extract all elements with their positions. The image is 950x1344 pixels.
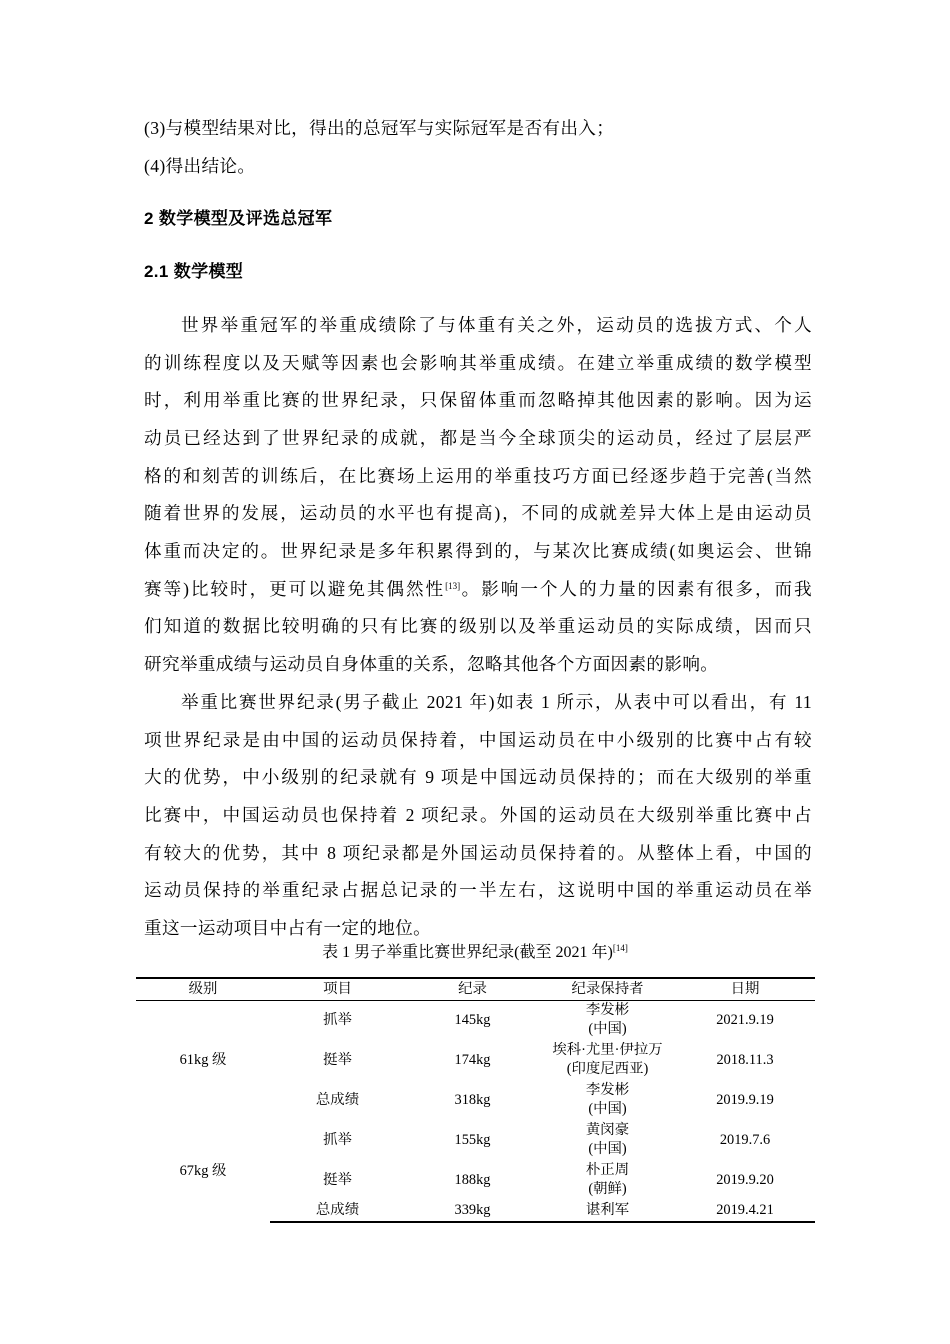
paragraph-1 — [144, 307, 812, 684]
record-cell: 188kg — [454, 1171, 491, 1188]
paragraph-line: 大的优势，中小级别的纪录就有 9 项是中国远动员保持的；而在大级别的举重 — [144, 767, 812, 788]
records-table — [136, 977, 815, 1223]
step-4: (4)得出结论。 — [144, 155, 256, 176]
holder-country: (中国) — [588, 1141, 627, 1157]
event-cell: 抓举 — [323, 1131, 352, 1148]
holder-cell — [540, 1120, 675, 1160]
table-row — [136, 1120, 815, 1160]
holder-country: (中国) — [588, 1101, 627, 1117]
date-cell: 2019.9.19 — [716, 1091, 774, 1108]
holder-name: 埃科·尤里·伊拉万 — [552, 1042, 663, 1058]
paragraph-line: 的训练程度以及天赋等因素也会影响其举重成绩。在建立举重成绩的数学模型 — [144, 352, 812, 373]
weight-class: 67kg 级 — [179, 1162, 227, 1179]
citation-ref: [13] — [445, 580, 461, 591]
records-table-wrapper — [136, 977, 815, 1223]
holder-cell — [540, 1160, 675, 1200]
date-cell: 2021.9.19 — [716, 1011, 774, 1028]
section-title: 2 数学模型及评选总冠军 — [144, 209, 333, 229]
paragraph-line: 动员已经达到了世界纪录的成就，都是当今全球顶尖的运动员，经过了层层严 — [144, 427, 812, 448]
event-cell: 总成绩 — [270, 1200, 405, 1222]
record-cell: 145kg — [454, 1011, 491, 1028]
holder-cell — [540, 1040, 675, 1080]
paragraph-line: 研究举重成绩与运动员自身体重的关系，忽略其他各个方面因素的影响。 — [144, 654, 719, 675]
paragraph-2 — [144, 684, 812, 948]
header-class: 级别 — [136, 978, 270, 1000]
event-cell: 挺举 — [323, 1051, 352, 1068]
record-cell: 174kg — [454, 1051, 491, 1068]
subsection-title: 2.1 数学模型 — [144, 262, 244, 282]
step-3: (3)与模型结果对比，得出的总冠军与实际冠军是否有出入； — [144, 118, 615, 138]
table-row — [136, 1000, 815, 1040]
record-cell: 155kg — [454, 1131, 491, 1148]
date-cell: 2019.9.20 — [716, 1171, 774, 1188]
holder-name: 李发彬 — [585, 1002, 630, 1019]
date-cell: 2019.4.21 — [675, 1200, 815, 1222]
table-header-row — [136, 978, 815, 1000]
holder-name: 黄闵豪 — [585, 1122, 630, 1138]
date-cell: 2019.7.6 — [719, 1131, 771, 1148]
paragraph-text: 。影响一个人的力量的因素有很多，而我 — [460, 578, 812, 599]
paragraph-line: 们知道的数据比较明确的只有比赛的级别以及举重运动员的实际成绩，因而只 — [144, 616, 812, 637]
event-cell: 总成绩 — [315, 1091, 360, 1108]
paragraph-line: 随着世界的发展，运动员的水平也有提高)，不同的成就差异大体上是由运动员 — [144, 503, 812, 524]
table-caption-text: 表 1 男子举重比赛世界纪录(截至 2021 年) — [322, 944, 613, 961]
paragraph-line: 运动员保持的举重纪录占据总记录的一半左右，这说明中国的举重运动员在举 — [144, 880, 812, 901]
document-body — [144, 110, 812, 948]
record-cell: 318kg — [454, 1091, 491, 1108]
citation-ref: [14] — [612, 943, 628, 953]
header-date: 日期 — [675, 978, 815, 1000]
paragraph-line: 世界举重冠军的举重成绩除了与体重有关之外，运动员的选拔方式、个人 — [181, 314, 812, 335]
holder-country: (中国) — [588, 1021, 627, 1038]
header-holder: 纪录保持者 — [540, 978, 675, 1000]
paragraph-line: 格的和刻苦的训练后，在比赛场上运用的举重技巧方面已经逐步趋于完善(当然 — [144, 465, 812, 486]
table-caption — [0, 941, 950, 965]
header-event: 项目 — [270, 978, 405, 1000]
paragraph-line — [144, 571, 812, 609]
holder-cell — [540, 1200, 675, 1222]
paragraph-line: 举重比赛世界纪录(男子截止 2021 年)如表 1 所示，从表中可以看出，有 11 — [181, 691, 812, 712]
header-record: 纪录 — [405, 978, 540, 1000]
holder-name: 朴正周 — [585, 1162, 630, 1178]
holder-cell — [540, 1000, 675, 1040]
holder-name: 谌利军 — [585, 1202, 630, 1218]
paragraph-line: 有较大的优势，其中 8 项纪录都是外国运动员保持着的。从整体上看，中国的 — [144, 842, 812, 863]
record-cell: 339kg — [405, 1200, 540, 1222]
paragraph-line: 时，利用举重比赛的世界纪录，只保留体重而忽略掉其他因素的影响。因为运 — [144, 390, 812, 411]
paragraph-line: 比赛中，中国运动员也保持着 2 项纪录。外国的运动员在大级别举重比赛中占 — [144, 804, 812, 825]
paragraph-text: 赛等)比较时，更可以避免其偶然性 — [144, 578, 446, 599]
weight-class: 61kg 级 — [179, 1051, 227, 1068]
holder-name: 李发彬 — [585, 1082, 630, 1098]
holder-country: (印度尼西亚) — [566, 1061, 649, 1077]
date-cell: 2018.11.3 — [716, 1051, 774, 1068]
paragraph-line: 重这一运动项目中占有一定的地位。 — [144, 918, 432, 939]
event-cell: 抓举 — [323, 1011, 352, 1028]
holder-country: (朝鲜) — [588, 1181, 627, 1197]
paragraph-line: 体重而决定的。世界纪录是多年积累得到的，与某次比赛成绩(如奥运会、世锦 — [144, 541, 812, 562]
paragraph-line: 项世界纪录是由中国的运动员保持着，中国运动员在中小级别的比赛中占有较 — [144, 729, 812, 750]
holder-cell — [540, 1080, 675, 1120]
event-cell: 挺举 — [323, 1171, 352, 1188]
